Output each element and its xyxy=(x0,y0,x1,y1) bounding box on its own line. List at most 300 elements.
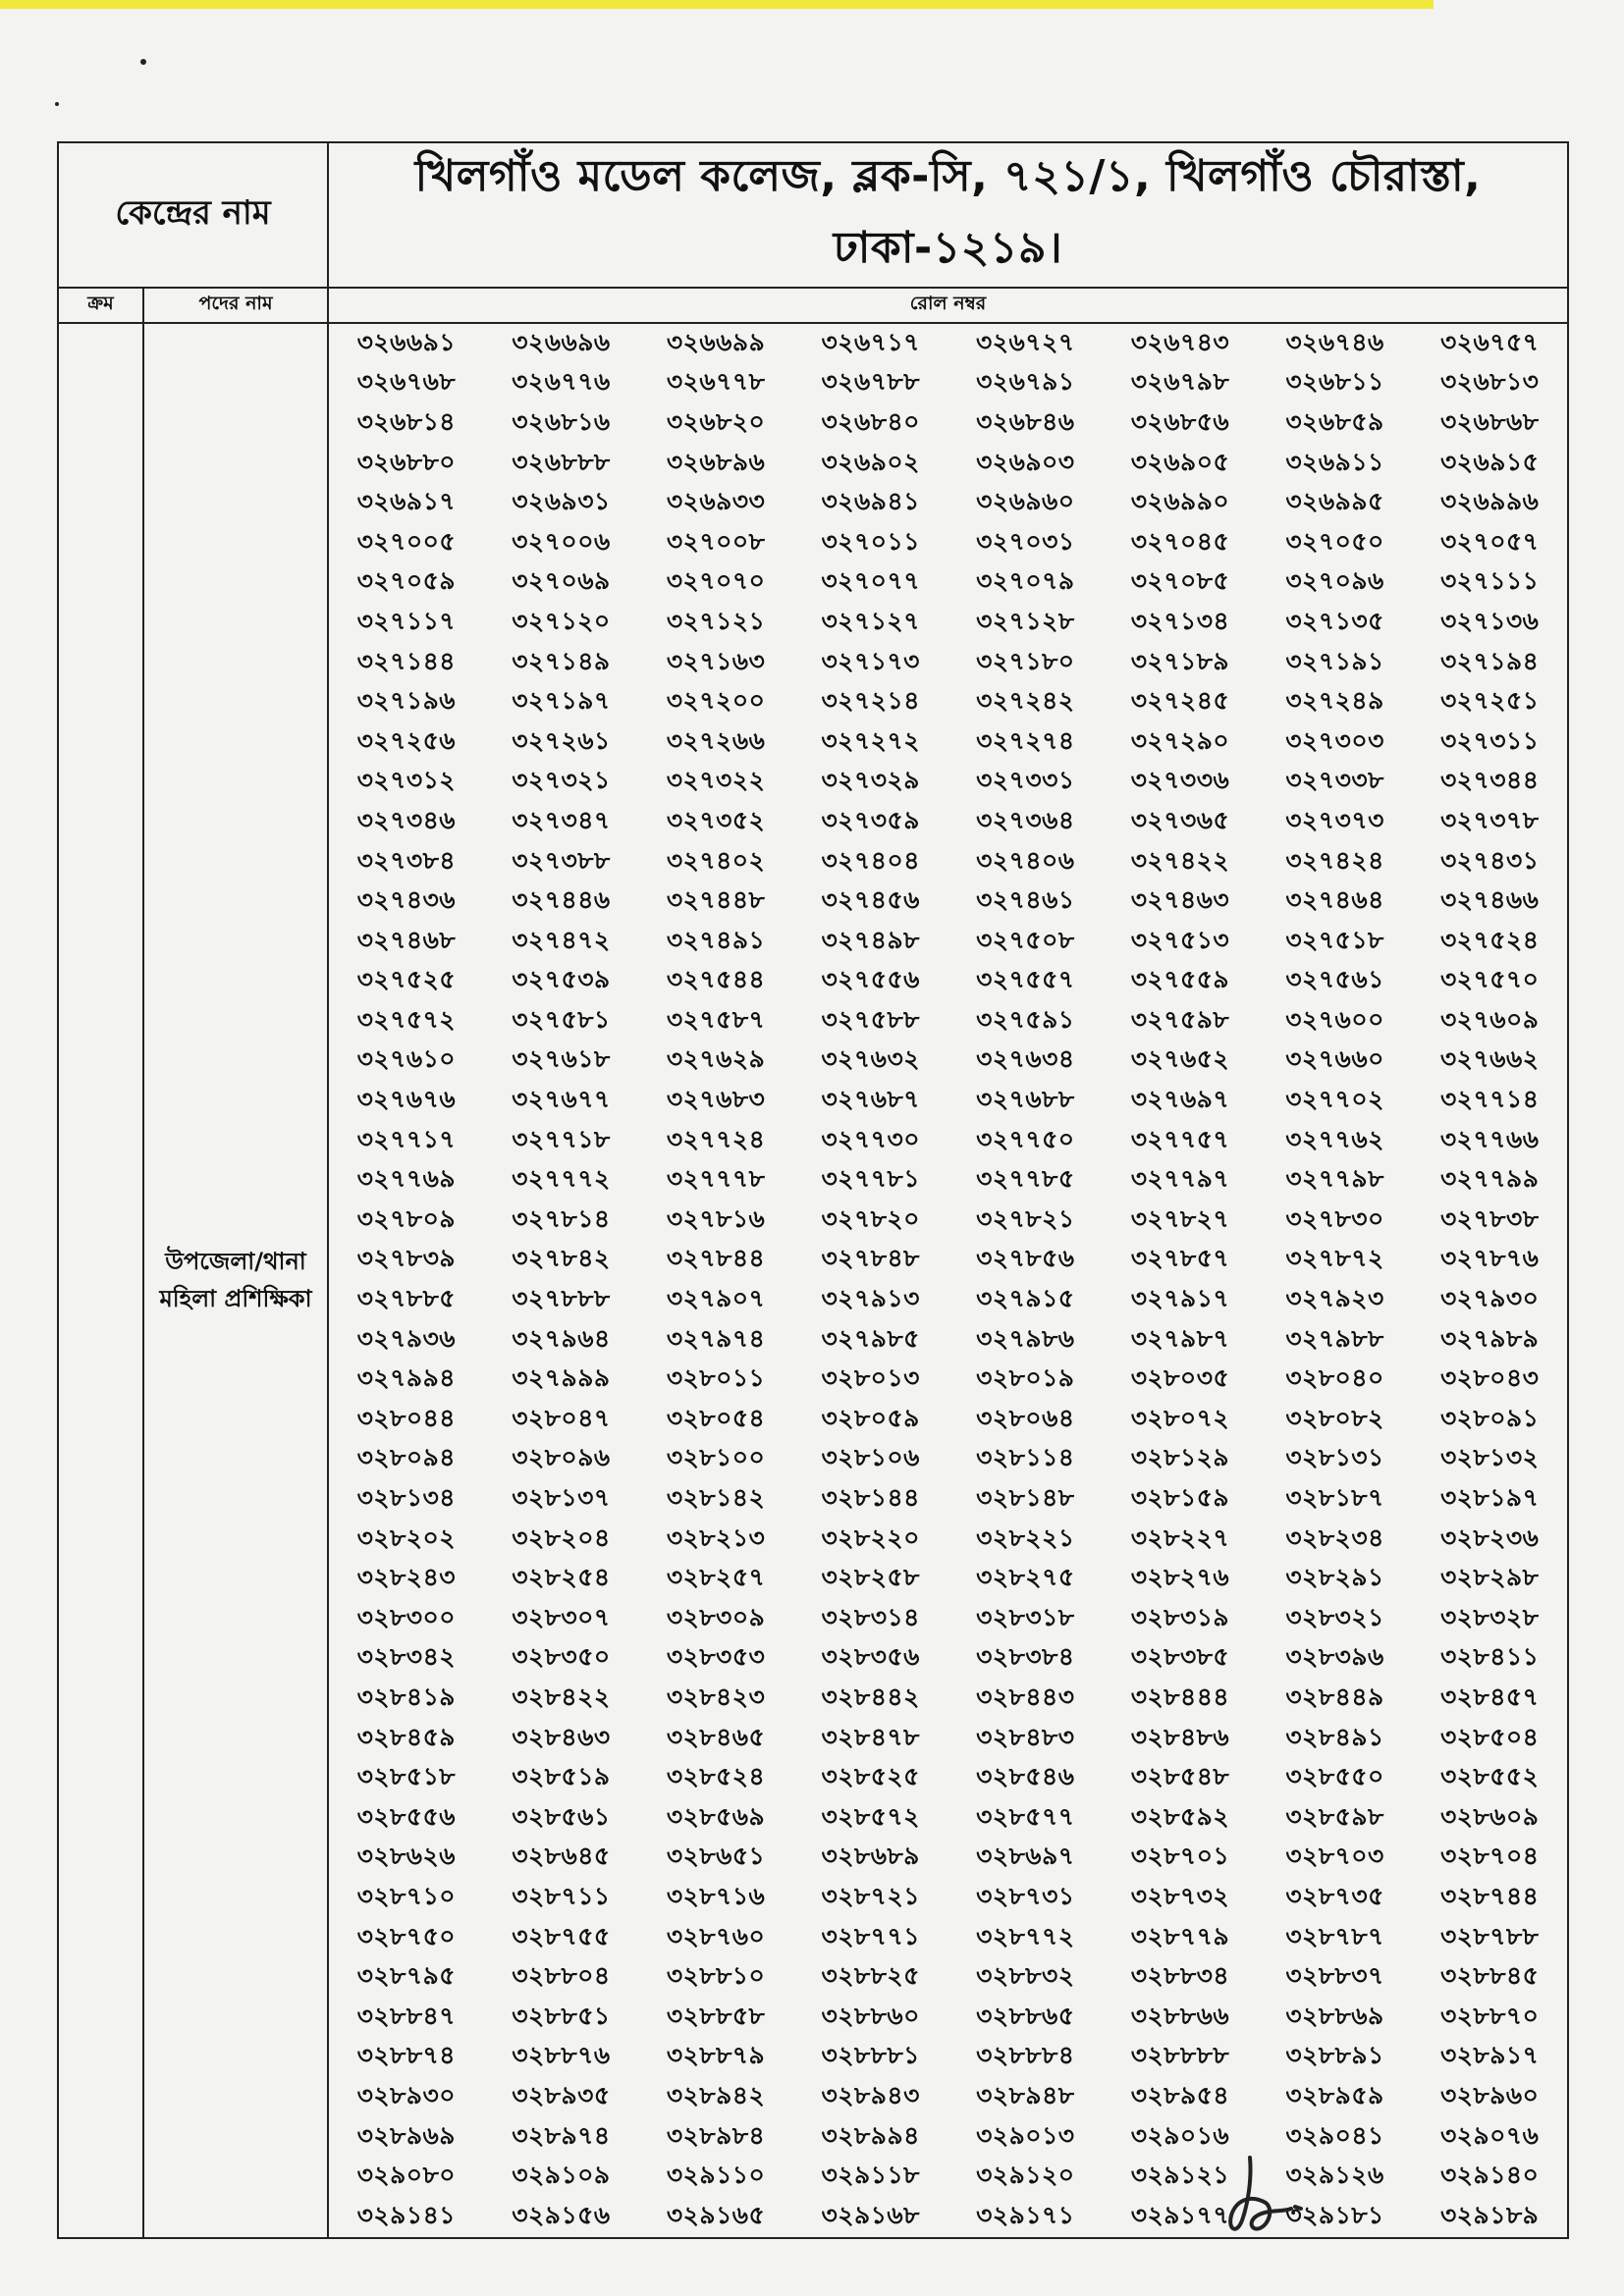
roll-number: ৩২৭৩৪৭ xyxy=(512,805,611,834)
roll-number: ৩২৭৯১৩ xyxy=(821,1284,920,1313)
roll-number: ৩২৬৯০৫ xyxy=(1130,447,1230,476)
roll-number: ৩২৮২১৩ xyxy=(666,1522,766,1552)
roll-number: ৩২৮১২৯ xyxy=(1130,1443,1230,1472)
roll-number: ৩২৭৯১৫ xyxy=(976,1284,1075,1313)
roll-number: ৩২৯১৬৫ xyxy=(666,2200,766,2229)
roll-number: ৩২৭৯৭৪ xyxy=(666,1323,766,1353)
roll-number: ৩২৮৫৭২ xyxy=(821,1801,920,1831)
roll-number: ৩২৯০৪১ xyxy=(1285,2120,1384,2150)
roll-number: ৩২৮২৩৪ xyxy=(1285,1522,1384,1552)
roll-number: ৩২৭৩১২ xyxy=(356,766,457,795)
roll-number: ৩২৮০৯৪ xyxy=(356,1443,457,1472)
roll-number: ৩২৯১৭৭ xyxy=(1130,2200,1230,2229)
roll-number: ৩২৬৮২০ xyxy=(666,406,766,436)
roll-number: ৩২৭৬৯৭ xyxy=(1130,1085,1230,1114)
roll-number: ৩২৭২৫১ xyxy=(1439,686,1540,716)
roll-number: ৩২৭১১১ xyxy=(1439,566,1540,596)
roll-number: ৩২৭৭১৮ xyxy=(512,1124,611,1153)
roll-number: ৩২৭৩৩৬ xyxy=(1130,766,1230,795)
roll-number: ৩২৭৯৮৬ xyxy=(976,1323,1075,1353)
roll-number: ৩২৮৩৫৬ xyxy=(821,1642,920,1672)
roll-number: ৩২৭৫০৮ xyxy=(976,925,1075,954)
roll-number: ৩২৬৯১১ xyxy=(1285,447,1384,476)
roll-number: ৩২৮৩৫০ xyxy=(512,1642,611,1672)
roll-number: ৩২৮০১৩ xyxy=(821,1363,920,1393)
roll-number: ৩২৭৮৫৬ xyxy=(976,1244,1075,1273)
roll-number: ৩২৭২০০ xyxy=(666,686,766,716)
roll-number: ৩২৮৮৭৯ xyxy=(666,2041,766,2070)
roll-number: ৩২৮৫২৪ xyxy=(666,1762,766,1791)
roll-number: ৩২৮৭৭২ xyxy=(976,1921,1075,1950)
roll-number: ৩২৭৪৪৮ xyxy=(666,885,766,915)
roll-number: ৩২৮৪৬৩ xyxy=(512,1722,611,1751)
roll-number: ৩২৮৯৪৩ xyxy=(821,2080,920,2109)
roll-number: ৩২৭৮১৬ xyxy=(666,1203,766,1233)
roll-number: ৩২৭৩৩১ xyxy=(976,766,1075,795)
roll-number: ৩২৮৩৪২ xyxy=(356,1642,457,1672)
roll-number: ৩২৮২৫৭ xyxy=(666,1563,766,1592)
roll-number: ৩২৭১১৭ xyxy=(356,606,457,635)
roll-number: ৩২৮১৪৪ xyxy=(821,1483,920,1513)
roll-number: ৩২৬৮৪৬ xyxy=(976,406,1075,436)
roll-number: ৩২৮৪৮৩ xyxy=(976,1722,1075,1751)
roll-number: ৩২৮৪৯১ xyxy=(1285,1722,1384,1751)
roll-number: ৩২৭৮৩০ xyxy=(1285,1203,1384,1233)
roll-number: ৩২৭১৩৬ xyxy=(1439,606,1540,635)
roll-number: ৩২৬৭৯১ xyxy=(976,367,1075,397)
roll-number: ৩২৮০৫৪ xyxy=(666,1403,766,1432)
roll-number: ৩২৮৭০৩ xyxy=(1285,1842,1384,1871)
roll-number: ৩২৬৮১৪ xyxy=(356,406,457,436)
center-row xyxy=(58,142,1568,288)
roll-number: ৩২৮৭৭৯ xyxy=(1130,1921,1230,1950)
roll-number: ৩২৭১২৭ xyxy=(821,606,920,635)
roll-number: ৩২৭৪৩১ xyxy=(1439,845,1540,875)
roll-number: ৩২৭৭৮৫ xyxy=(976,1164,1075,1194)
roll-number: ৩২৮২৪৩ xyxy=(356,1563,457,1592)
roll-number: ৩২৮৭৯৫ xyxy=(356,1961,457,1991)
roll-number: ৩২৬৮৮৮ xyxy=(512,447,611,476)
roll-number: ৩২৭৫৫৭ xyxy=(976,965,1075,994)
roll-number: ৩২৮০৮২ xyxy=(1285,1403,1384,1432)
roll-number: ৩২৮৭৫৫ xyxy=(512,1921,611,1950)
roll-number: ৩২৭৯১৭ xyxy=(1130,1284,1230,1313)
roll-number: ৩২৮১৮৭ xyxy=(1285,1483,1384,1513)
roll-number: ৩২৭৮১৪ xyxy=(512,1203,611,1233)
roll-number: ৩২৮৬৫১ xyxy=(666,1842,766,1871)
roll-number: ৩২৭৯৮৮ xyxy=(1285,1323,1384,1353)
roll-number: ৩২৭৮৮৮ xyxy=(512,1284,611,1313)
roll-number: ৩২৭৩২১ xyxy=(512,766,611,795)
roll-number: ৩২৮৮৬৬ xyxy=(1130,2001,1230,2030)
roll-number: ৩২৮৮৬৯ xyxy=(1285,2001,1384,2030)
roll-number: ৩২৮৪৫৯ xyxy=(356,1722,457,1751)
roll-number: ৩২৯১০৯ xyxy=(512,2161,611,2190)
roll-number: ৩২৭৭৯৮ xyxy=(1285,1164,1384,1194)
roll-number: ৩২৮১৪২ xyxy=(666,1483,766,1513)
roll-number: ৩২৮৪১৯ xyxy=(356,1682,457,1711)
roll-number: ৩২৬৭২৭ xyxy=(976,327,1075,356)
roll-number: ৩২৬৯৯৬ xyxy=(1439,487,1540,516)
roll-number: ৩২৭২৭৪ xyxy=(976,725,1075,755)
roll-number: ৩২৭৪৬১ xyxy=(976,885,1075,915)
roll-number: ৩২৭৪৭২ xyxy=(512,925,611,954)
center-name: খিলগাঁও মডেল কলেজ, ব্লক-সি, ৭২১/১, খিলগাঁও চৌরাস্তা, ঢাকা-১২১৯। xyxy=(328,142,1568,288)
roll-number: ৩২৮৩০০ xyxy=(356,1602,457,1631)
roll-number: ৩২৭৫৩৯ xyxy=(512,965,611,994)
roll-number: ৩২৮৪৪৩ xyxy=(976,1682,1075,1711)
roll-number: ৩২৭৪০৬ xyxy=(976,845,1075,875)
roll-number: ৩২৮৫১৮ xyxy=(356,1762,457,1791)
roll-number: ৩২৯১১০ xyxy=(666,2161,766,2190)
roll-number: ৩২৮৪৬৫ xyxy=(666,1722,766,1751)
roll-numbers-header: রোল নম্বর xyxy=(328,288,1568,323)
roll-number: ৩২৬৭৭৬ xyxy=(512,367,611,397)
roll-number: ৩২৭৫১৮ xyxy=(1285,925,1384,954)
roll-number: ৩২৮৫৯২ xyxy=(1130,1801,1230,1831)
roll-number: ৩২৮২২০ xyxy=(821,1522,920,1552)
roll-number: ৩২৮৪১১ xyxy=(1439,1642,1540,1672)
signature-icon xyxy=(1222,2150,1340,2243)
roll-number: ৩২৭১৬৩ xyxy=(666,646,766,675)
roll-number: ৩২৮০৪৪ xyxy=(356,1403,457,1432)
roll-number: ৩২৭৪৬৮ xyxy=(356,925,457,954)
roll-number: ৩২৬৯০৩ xyxy=(976,447,1075,476)
roll-number: ৩২৭০৭০ xyxy=(666,566,766,596)
roll-number: ৩২৭৯০৭ xyxy=(666,1284,766,1313)
roll-number: ৩২৭৩৪৪ xyxy=(1439,766,1540,795)
scan-speck xyxy=(140,59,146,65)
roll-number-table xyxy=(57,141,1569,2239)
roll-number: ৩২৭২৬৬ xyxy=(666,725,766,755)
roll-number: ৩২৭১৮০ xyxy=(976,646,1075,675)
roll-number: ৩২৭৪২২ xyxy=(1130,845,1230,875)
roll-number: ৩২৭৩৬৪ xyxy=(976,805,1075,834)
roll-number: ৩২৭৭৬৬ xyxy=(1439,1124,1540,1153)
roll-number: ৩২৮৮৪৭ xyxy=(356,2001,457,2030)
roll-number: ৩২৭১৩৫ xyxy=(1285,606,1384,635)
roll-number: ৩২৭২৪৫ xyxy=(1130,686,1230,716)
roll-number: ৩২৭৭৯৯ xyxy=(1439,1164,1540,1194)
roll-number: ৩২৭৮৩৮ xyxy=(1439,1203,1540,1233)
roll-number: ৩২৭৪৬৬ xyxy=(1439,885,1540,915)
roll-number: ৩২৮৭১১ xyxy=(512,1881,611,1910)
roll-number: ৩২৮৪৪৯ xyxy=(1285,1682,1384,1711)
roll-number: ৩২৮৫৪৮ xyxy=(1130,1762,1230,1791)
roll-number: ৩২৬৮৫৯ xyxy=(1285,406,1384,436)
roll-number: ৩২৮৩৫৩ xyxy=(666,1642,766,1672)
roll-number: ৩২৭১৮৯ xyxy=(1130,646,1230,675)
roll-number: ৩২৮৬২৬ xyxy=(356,1842,457,1871)
roll-number: ৩২৮৫৫২ xyxy=(1439,1762,1540,1791)
roll-number: ৩২৬৯৯০ xyxy=(1130,487,1230,516)
roll-number: ৩২৮৯৪৮ xyxy=(976,2080,1075,2109)
roll-number: ৩২৮৭১০ xyxy=(356,1881,457,1910)
roll-number: ৩২৮২০৪ xyxy=(512,1522,611,1552)
roll-number: ৩২৭৪৬৩ xyxy=(1130,885,1230,915)
roll-number: ৩২৭৭৩০ xyxy=(821,1124,920,1153)
roll-number: ৩২৬৮৫৬ xyxy=(1130,406,1230,436)
roll-number: ৩২৮২৯৮ xyxy=(1439,1563,1540,1592)
roll-number: ৩২৮৯৯৪ xyxy=(821,2120,920,2150)
roll-number: ৩২৮৭৩৫ xyxy=(1285,1881,1384,1910)
roll-number: ৩২৮৮৬৫ xyxy=(976,2001,1075,2030)
roll-number: ৩২৭৫৮৭ xyxy=(666,1004,766,1034)
scan-speck xyxy=(55,102,59,106)
roll-number: ৩২৭০৫০ xyxy=(1285,526,1384,556)
roll-number: ৩২৮২৯১ xyxy=(1285,1563,1384,1592)
roll-number: ৩২৬৮৯৬ xyxy=(666,447,766,476)
roll-number: ৩২৬৯৬০ xyxy=(976,487,1075,516)
roll-number: ৩২৬৮১১ xyxy=(1285,367,1384,397)
roll-number: ৩২৭১৯৪ xyxy=(1439,646,1540,675)
roll-number: ৩২৭৩৭৮ xyxy=(1439,805,1540,834)
roll-number: ৩২৮৩০৯ xyxy=(666,1602,766,1631)
roll-number: ৩২৮৯৬০ xyxy=(1439,2080,1540,2109)
roll-number: ৩২৮৭১৬ xyxy=(666,1881,766,1910)
roll-number: ৩২৮৫৬১ xyxy=(512,1801,611,1831)
roll-number: ৩২৭৫৯১ xyxy=(976,1004,1075,1034)
roll-number: ৩২৭৯৯৯ xyxy=(512,1363,611,1393)
roll-number: ৩২৭৬৮৩ xyxy=(666,1085,766,1114)
center-label: কেন্দ্রের নাম xyxy=(58,142,328,288)
roll-number: ৩২৭৩৮৮ xyxy=(512,845,611,875)
roll-number: ৩২৭৪০৪ xyxy=(821,845,920,875)
roll-number: ৩২৮৫৯৮ xyxy=(1285,1801,1384,1831)
roll-number: ৩২৭০৩১ xyxy=(976,526,1075,556)
roll-number: ৩২৬৭৫৭ xyxy=(1439,327,1540,356)
roll-number: ৩২৭৪৬৪ xyxy=(1285,885,1384,915)
roll-number: ৩২৮০১৯ xyxy=(976,1363,1075,1393)
roll-number: ৩২৭১৭৩ xyxy=(821,646,920,675)
roll-number: ৩২৮১০০ xyxy=(666,1443,766,1472)
roll-number: ৩২৮১৫৯ xyxy=(1130,1483,1230,1513)
roll-number: ৩২৭৪৯১ xyxy=(666,925,766,954)
roll-number: ৩২৮০১১ xyxy=(666,1363,766,1393)
roll-number: ৩২৮১৩৪ xyxy=(356,1483,457,1513)
roll-number: ৩২৮০৪০ xyxy=(1285,1363,1384,1393)
roll-grid xyxy=(329,324,1567,2237)
roll-number: ৩২৮৮৭৪ xyxy=(356,2041,457,2070)
roll-cell xyxy=(328,323,1568,2238)
roll-number: ৩২৭৫৪৪ xyxy=(666,965,766,994)
roll-number: ৩২৬৯৩১ xyxy=(512,487,611,516)
roll-number: ৩২৮৮৭৬ xyxy=(512,2041,611,2070)
roll-number: ৩২৭৬২৯ xyxy=(666,1044,766,1074)
roll-number: ৩২৮৮৯১ xyxy=(1285,2041,1384,2070)
roll-number: ৩২৮০৬৪ xyxy=(976,1403,1075,1432)
roll-number: ৩২৭৬১৮ xyxy=(512,1044,611,1074)
roll-number: ৩২৭৭৬৯ xyxy=(356,1164,457,1194)
roll-number: ৩২৮৭৫০ xyxy=(356,1921,457,1950)
roll-number: ৩২৮৮৫১ xyxy=(512,2001,611,2030)
roll-number: ৩২৬৭৯৮ xyxy=(1130,367,1230,397)
roll-number: ৩২৮৫১৯ xyxy=(512,1762,611,1791)
roll-number: ৩২৭৪৯৮ xyxy=(821,925,920,954)
roll-number: ৩২৭৭২৪ xyxy=(666,1124,766,1153)
roll-number: ৩২৭৫৭২ xyxy=(356,1004,457,1034)
roll-number: ৩২৭৫৮১ xyxy=(512,1004,611,1034)
roll-number: ৩২৮১৩১ xyxy=(1285,1443,1384,1472)
roll-number: ৩২৮৯৮৪ xyxy=(666,2120,766,2150)
top-color-strip xyxy=(0,0,1434,9)
roll-number: ৩২৭১৯৬ xyxy=(356,686,457,716)
roll-number: ৩২৯০১৩ xyxy=(976,2120,1075,2150)
roll-number: ৩২৮৭৬০ xyxy=(666,1921,766,1950)
roll-number: ৩২৯১৪০ xyxy=(1439,2161,1540,2190)
roll-number: ৩২৮১৯৭ xyxy=(1439,1483,1540,1513)
roll-number: ৩২৮৮৬০ xyxy=(821,2001,920,2030)
roll-number: ৩২৭২৭২ xyxy=(821,725,920,755)
roll-number: ৩২৮৪৭৮ xyxy=(821,1722,920,1751)
roll-number: ৩২৬৯৪১ xyxy=(821,487,920,516)
roll-number: ৩২৭৭৭৮ xyxy=(666,1164,766,1194)
roll-number: ৩২৭৭৬২ xyxy=(1285,1124,1384,1153)
roll-number: ৩২৮৩৯৬ xyxy=(1285,1642,1384,1672)
roll-number: ৩২৭৫৮৮ xyxy=(821,1004,920,1034)
roll-number: ৩২৭১৪৯ xyxy=(512,646,611,675)
roll-number: ৩২৮০৩৫ xyxy=(1130,1363,1230,1393)
roll-number: ৩২৯১২১ xyxy=(1130,2161,1230,2190)
roll-number: ৩২৭৬০৯ xyxy=(1439,1004,1540,1034)
roll-number: ৩২৮৩০৭ xyxy=(512,1602,611,1631)
roll-number: ৩২৭৫৫৯ xyxy=(1130,965,1230,994)
roll-number: ৩২৭২৪২ xyxy=(976,686,1075,716)
roll-number: ৩২৭৭৭২ xyxy=(512,1164,611,1194)
roll-number: ৩২৭৪২৪ xyxy=(1285,845,1384,875)
roll-number: ৩২৯১৬৮ xyxy=(821,2200,920,2229)
roll-number: ৩২৬৭৬৮ xyxy=(356,367,457,397)
roll-number: ৩২৭৮৭৬ xyxy=(1439,1244,1540,1273)
roll-number: ৩২৭১২৮ xyxy=(976,606,1075,635)
roll-number: ৩২৭৭০২ xyxy=(1285,1085,1384,1114)
roll-number: ৩২৮০৫৯ xyxy=(821,1403,920,1432)
roll-number: ৩২৮২৩৬ xyxy=(1439,1522,1540,1552)
post-name-header: পদের নাম xyxy=(143,288,328,323)
roll-number: ৩২৮৪৮৬ xyxy=(1130,1722,1230,1751)
roll-number: ৩২৭৮২০ xyxy=(821,1203,920,1233)
roll-number: ৩২৭৫৫৬ xyxy=(821,965,920,994)
roll-number: ৩২৮১০৬ xyxy=(821,1443,920,1472)
roll-number: ৩২৯১৮৯ xyxy=(1439,2200,1540,2229)
roll-number: ৩২৭০৫৯ xyxy=(356,566,457,596)
roll-number: ৩২৮০৪৩ xyxy=(1439,1363,1540,1393)
roll-number: ৩২৮৫৫০ xyxy=(1285,1762,1384,1791)
roll-number: ৩২৭৭৮১ xyxy=(821,1164,920,1194)
roll-number: ৩২৭৯৮৫ xyxy=(821,1323,920,1353)
roll-number: ৩২৭৬১০ xyxy=(356,1044,457,1074)
roll-number: ৩২৭৯২৩ xyxy=(1285,1284,1384,1313)
roll-number: ৩২৭১৯১ xyxy=(1285,646,1384,675)
roll-number: ৩২৮৮৭০ xyxy=(1439,2001,1540,2030)
roll-number: ৩২৭৩২৯ xyxy=(821,766,920,795)
roll-number: ৩২৭৬৭৬ xyxy=(356,1085,457,1114)
column-header-row xyxy=(58,288,1568,323)
roll-number: ৩২৯১১৮ xyxy=(821,2161,920,2190)
roll-number: ৩২৮৮৮১ xyxy=(821,2041,920,2070)
roll-number: ৩২৭৬০০ xyxy=(1285,1004,1384,1034)
roll-number: ৩২৮৫৬৯ xyxy=(666,1801,766,1831)
roll-number: ৩২৭৩৬৫ xyxy=(1130,805,1230,834)
roll-number: ৩২৮৫৫৬ xyxy=(356,1801,457,1831)
roll-number: ৩২৭৪৪৬ xyxy=(512,885,611,915)
roll-number: ৩২৭৫২৪ xyxy=(1439,925,1540,954)
roll-number: ৩২৮৮৩৭ xyxy=(1285,1961,1384,1991)
roll-number: ৩২৮২৫৮ xyxy=(821,1563,920,1592)
roll-number: ৩২৭১২০ xyxy=(512,606,611,635)
roll-number: ৩২৮৫০৪ xyxy=(1439,1722,1540,1751)
roll-number: ৩২৮৭০৪ xyxy=(1439,1842,1540,1871)
roll-number: ৩২৭৬৭৭ xyxy=(512,1085,611,1114)
roll-number: ৩২৮৯৫৯ xyxy=(1285,2080,1384,2109)
roll-number: ৩২৬৮৪০ xyxy=(821,406,920,436)
roll-number: ৩২৭৮৩৯ xyxy=(356,1244,457,1273)
roll-number: ৩২৮৯৭৪ xyxy=(512,2120,611,2150)
roll-number: ৩২৭৮৮৫ xyxy=(356,1284,457,1313)
roll-number: ৩২৮৮৮৪ xyxy=(976,2041,1075,2070)
roll-number: ৩২৭০৭৭ xyxy=(821,566,920,596)
roll-number: ৩২৮৪২২ xyxy=(512,1682,611,1711)
roll-number: ৩২৮৩১৯ xyxy=(1130,1602,1230,1631)
roll-number: ৩২৮৮৫৮ xyxy=(666,2001,766,2030)
roll-number: ৩২৭০০৮ xyxy=(666,526,766,556)
roll-number: ৩২৬৭৮৮ xyxy=(821,367,920,397)
roll-number: ৩২৮৩২১ xyxy=(1285,1602,1384,1631)
roll-number: ৩২৭৬৩৪ xyxy=(976,1044,1075,1074)
roll-number: ৩২৮৭০১ xyxy=(1130,1842,1230,1871)
roll-number: ৩২৮৬০৯ xyxy=(1439,1801,1540,1831)
roll-number: ৩২৭১২১ xyxy=(666,606,766,635)
roll-number: ৩২৭৩১১ xyxy=(1439,725,1540,755)
roll-number: ৩২৬৯১৭ xyxy=(356,487,457,516)
roll-number: ৩২৭২৪৯ xyxy=(1285,686,1384,716)
roll-number: ৩২৮৮১০ xyxy=(666,1961,766,1991)
roll-number: ৩২৯১২০ xyxy=(976,2161,1075,2190)
roll-number: ৩২৬৮১৩ xyxy=(1439,367,1540,397)
roll-number: ৩২৭৫১৩ xyxy=(1130,925,1230,954)
roll-number: ৩২৬৭৭৮ xyxy=(666,367,766,397)
roll-number: ৩২৯০১৬ xyxy=(1130,2120,1230,2150)
roll-number: ৩২৭৩২২ xyxy=(666,766,766,795)
roll-number: ৩২৮৫৪৬ xyxy=(976,1762,1075,1791)
roll-number: ৩২৯০৭৬ xyxy=(1439,2120,1540,2150)
roll-number: ৩২৬৬৯১ xyxy=(356,327,457,356)
roll-number: ৩২৮৯৩৫ xyxy=(512,2080,611,2109)
roll-number: ৩২৭২১৪ xyxy=(821,686,920,716)
roll-number: ৩২৮৭৩১ xyxy=(976,1881,1075,1910)
roll-number: ৩২৬৮৬৮ xyxy=(1439,406,1540,436)
roll-number: ৩২৭১৩৪ xyxy=(1130,606,1230,635)
roll-number: ৩২৯১৪১ xyxy=(356,2200,457,2229)
roll-number: ৩২৭৭৫৭ xyxy=(1130,1124,1230,1153)
roll-number: ৩২৮০৭২ xyxy=(1130,1403,1230,1432)
roll-number: ৩২৮০৯৬ xyxy=(512,1443,611,1472)
roll-number: ৩২৮৩১৪ xyxy=(821,1602,920,1631)
serial-cell xyxy=(58,323,143,2238)
roll-number: ৩২৭৯৩৬ xyxy=(356,1323,457,1353)
roll-number: ৩২৭৭১৭ xyxy=(356,1124,457,1153)
data-row xyxy=(58,323,1568,2238)
roll-number: ৩২৮৮৪৫ xyxy=(1439,1961,1540,1991)
roll-number: ৩২৭৪০২ xyxy=(666,845,766,875)
roll-number: ৩২৭০৫৭ xyxy=(1439,526,1540,556)
roll-number: ৩২৬৯১৫ xyxy=(1439,447,1540,476)
roll-number: ৩২৬৬৯৬ xyxy=(512,327,611,356)
roll-number: ৩২৮৩৮৪ xyxy=(976,1642,1075,1672)
roll-number: ৩২৯০৮০ xyxy=(356,2161,457,2190)
roll-number: ৩২৭৫২৫ xyxy=(356,965,457,994)
roll-number: ৩২৭৬৮৭ xyxy=(821,1085,920,1114)
